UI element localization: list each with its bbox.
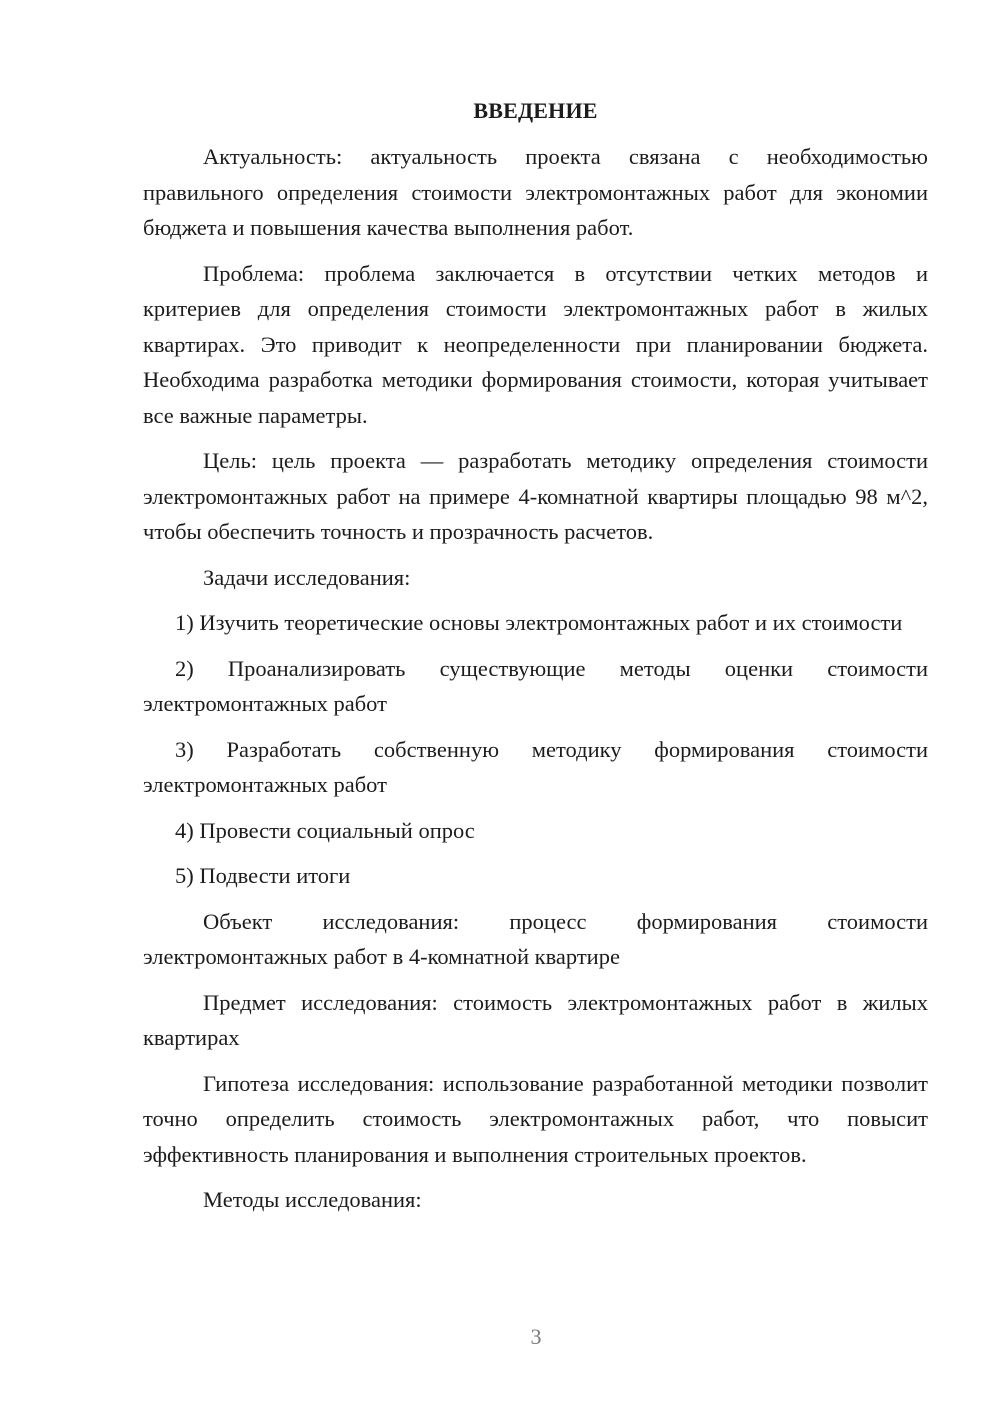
goal-paragraph: Цель: цель проекта — разработать методику определения стоимости электромонтажных работ на примере 4-комнатной квартиры площадью 98 м^2, чтобы обеспечить точность и прозрачность расчетов. [143, 448, 928, 544]
task-item-2: 2) Проанализировать существующие методы оценки стоимости электромонтажных работ [143, 655, 928, 716]
task-item-1: 1) Изучить теоретические основы электромонтажных работ и их стоимости [175, 610, 903, 635]
task-item-4: 4) Провести социальный опрос [175, 817, 475, 843]
relevance-paragraph: Актуальность: актуальность проекта связана с необходимостью правильного определения стоимости электромонтажных работ для экономии бюджета и повышения качества выполнения работ. [143, 144, 928, 240]
tasks-heading: Задачи исследования: [203, 564, 411, 590]
task-item-3: 3) Разработать собственную методику формирования стоимости электромонтажных работ [143, 736, 928, 797]
subject-paragraph: Предмет исследования: стоимость электромонтажных работ в жилых квартирах [143, 989, 928, 1050]
page-content [143, 93, 928, 1228]
object-paragraph: Объект исследования: процесс формирования стоимости электромонтажных работ в 4-комнатной квартире [143, 908, 928, 969]
problem-paragraph: Проблема: проблема заключается в отсутствии четких методов и критериев для определения стоимости электромонтажных работ в жилых квартирах. Это приводит к неопределенности при планировании бюджета. Необходима разработка методики формирования стоимости, которая учитывает все важные параметры. [143, 260, 928, 428]
methods-heading: Методы исследования: [203, 1187, 422, 1212]
hypothesis-paragraph: Гипотеза исследования: использование разработанной методики позволит точно определить стоимость электромонтажных работ, что повысит эффективность планирования и выполнения строительных проектов. [143, 1070, 928, 1167]
section-title: ВВЕДЕНИЕ [473, 98, 598, 123]
task-item-5: 5) Подвести итоги [175, 863, 351, 888]
page-number: 3 [530, 1324, 542, 1349]
